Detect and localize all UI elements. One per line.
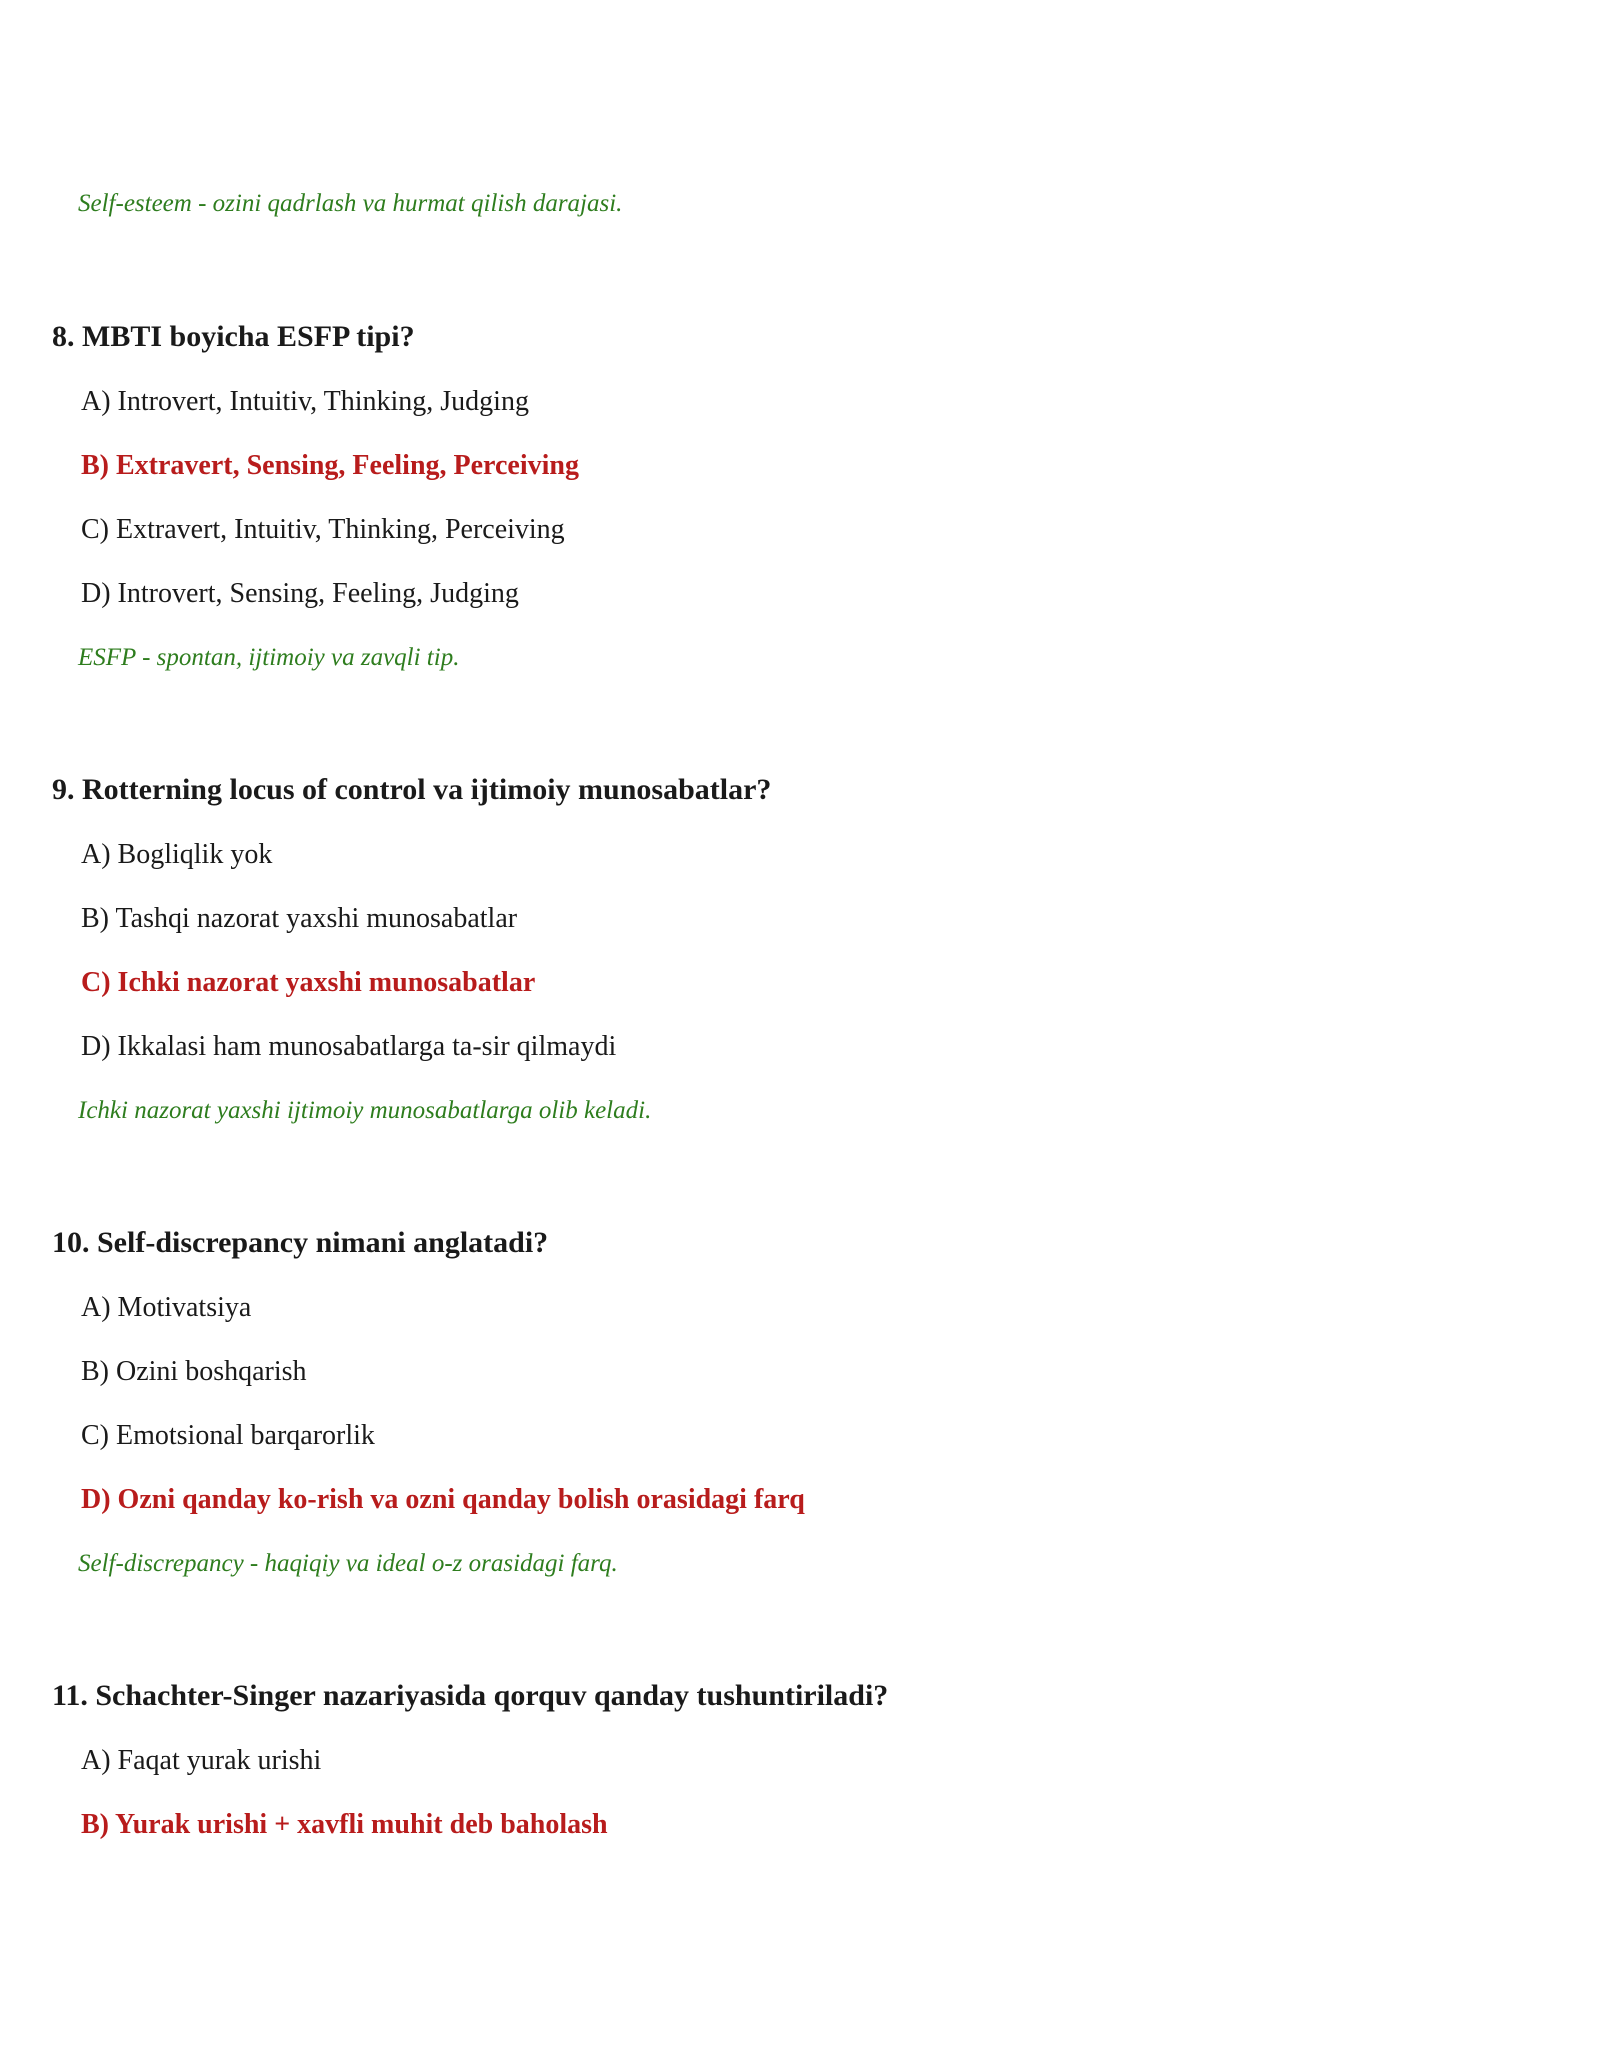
answer-option: A) Introvert, Intuitiv, Thinking, Judging: [81, 386, 529, 417]
answer-option: A) Motivatsiya: [81, 1292, 252, 1323]
correct-answer-option: D) Ozni qanday ko-rish va ozni qanday bolish orasidagi farq: [81, 1484, 805, 1515]
answer-option: D) Ikkalasi ham munosabatlarga ta-sir qilmaydi: [81, 1031, 617, 1062]
answer-option: B) Tashqi nazorat yaxshi munosabatlar: [81, 903, 518, 934]
question-title: 11. Schachter-Singer nazariyasida qorquv qanday tushuntiriladi?: [52, 1679, 889, 1712]
correct-answer-option: C) Ichki nazorat yaxshi munosabatlar: [81, 967, 536, 998]
answer-explanation: Self-discrepancy - haqiqiy va ideal o-z orasidagi farq.: [78, 1550, 618, 1577]
answer-option: B) Ozini boshqarish: [81, 1356, 307, 1387]
intro-explanation: Self-esteem - ozini qadrlash va hurmat qilish darajasi.: [78, 190, 623, 217]
answer-option: C) Emotsional barqarorlik: [81, 1420, 375, 1451]
question-title: 8. MBTI boyicha ESFP tipi?: [52, 320, 415, 353]
answer-option: A) Faqat yurak urishi: [81, 1745, 322, 1776]
answer-option: A) Bogliqlik yok: [81, 839, 273, 870]
question-title: 9. Rotterning locus of control va ijtimoiy munosabatlar?: [52, 773, 772, 806]
answer-option: C) Extravert, Intuitiv, Thinking, Perceiving: [81, 514, 565, 545]
correct-answer-option: B) Yurak urishi + xavfli muhit deb baholash: [81, 1809, 608, 1840]
answer-explanation: Ichki nazorat yaxshi ijtimoiy munosabatlarga olib keladi.: [78, 1097, 652, 1124]
answer-option: D) Introvert, Sensing, Feeling, Judging: [81, 578, 519, 609]
question-title: 10. Self-discrepancy nimani anglatadi?: [52, 1226, 549, 1259]
correct-answer-option: B) Extravert, Sensing, Feeling, Perceiving: [81, 450, 579, 481]
answer-explanation: ESFP - spontan, ijtimoiy va zavqli tip.: [78, 644, 460, 671]
